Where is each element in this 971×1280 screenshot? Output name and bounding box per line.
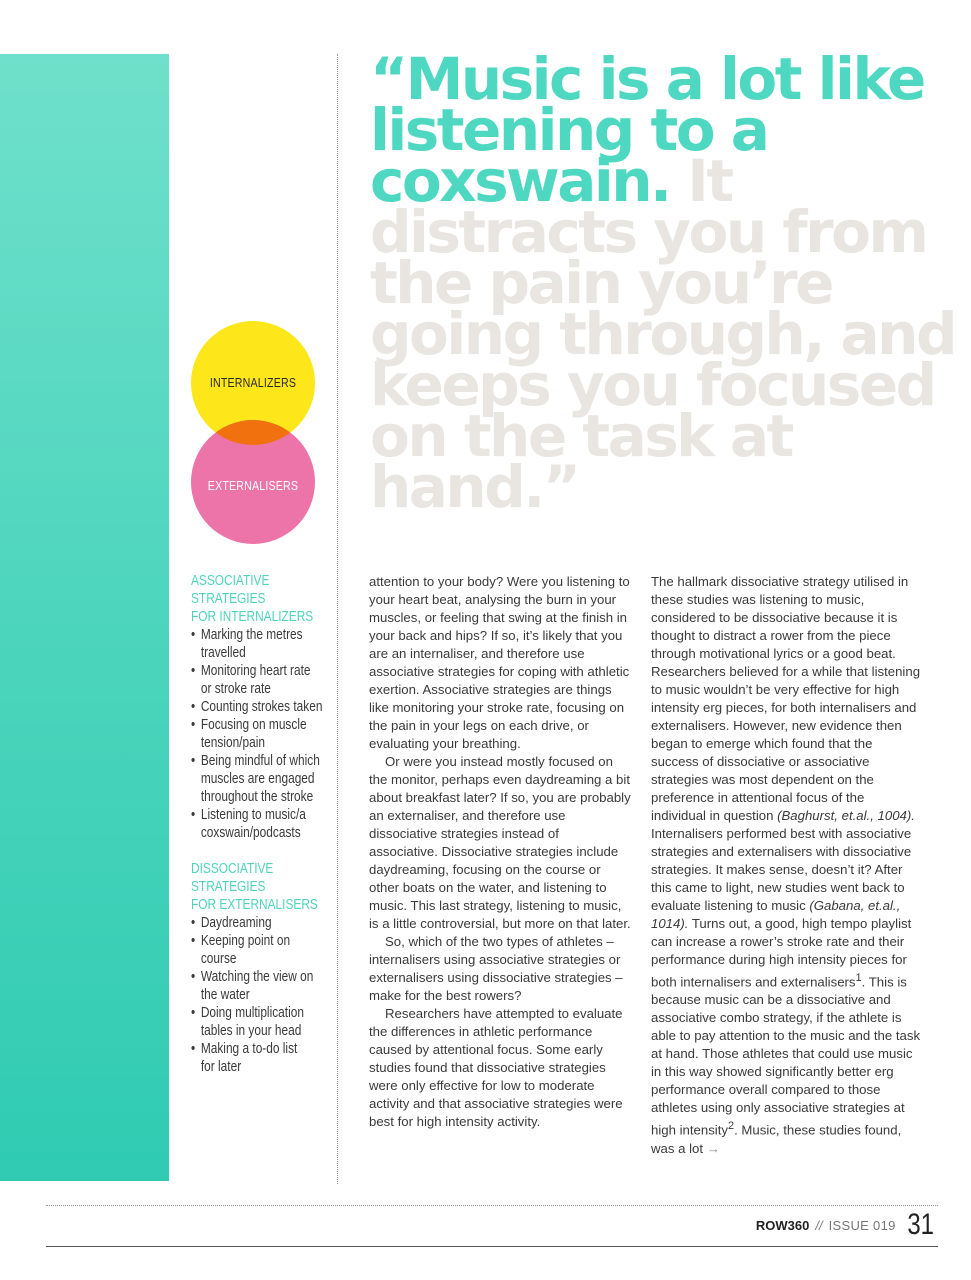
list-item-line: tension/pain: [200, 735, 265, 751]
teal-side-bar: [0, 54, 169, 1181]
list-item-line: Focusing on muscle: [200, 717, 307, 733]
citation: (Baghurst, et.al., 1004).: [777, 808, 915, 823]
list-item-line: Watching the view on: [200, 969, 314, 985]
citation: (Gabana, et.al., 1014).: [651, 898, 901, 931]
venn-diagram: [190, 320, 316, 546]
continue-arrow-icon: →: [706, 1140, 720, 1156]
footer-separator: //: [815, 1217, 823, 1233]
body-column-2: [651, 573, 921, 1158]
internalizers-label: INTERNALIZERS: [209, 375, 297, 390]
list-item: [191, 716, 340, 752]
page-number: 31: [906, 1208, 934, 1241]
list-item-line: tables in your head: [200, 1023, 302, 1039]
body-paragraph: Or were you instead mostly focused on the monitor, perhaps even daydreaming a bit about breakfast later? If so, you are probably an externaliser, and therefore use dissociative strategies instead of associative. Dissociative strategies include daydreaming, focusing on the course or other boats on the water, and listening to music. This last strategy, listening to music, is a little controversial, but more on that later.: [369, 754, 631, 931]
body-text: The hallmark dissociative strategy utilised in these studies was listening to music, considered to be dissociative because it is thought to distract a rower from the piece through motivational lyrics or a good beat. Researchers believed for a while that listening to music wouldn’t be very effective for high intensity erg pieces, for both internalisers and externalisers. However, new evidence then began to emerge which found that the success of dissociative or associative strategies was most dependent on the preference in attentional focus of the individual in question: [651, 574, 921, 823]
list-item: [191, 752, 340, 806]
list-item-line: for later: [200, 1059, 242, 1075]
list-item-line: Doing multiplication: [200, 1005, 304, 1021]
sidebar-spacer: [191, 842, 341, 860]
list-item: [191, 1040, 340, 1076]
footnote-ref: 2: [727, 1120, 735, 1133]
list-item-line: Making a to-do list: [200, 1041, 298, 1057]
list-item-line: coxswain/podcasts: [200, 825, 301, 841]
body-paragraph: So, which of the two types of athletes – internalisers using associative strategies or externalisers using dissociative strategies – make for the best rowers?: [369, 934, 623, 1003]
list-item-line: Keeping point on: [200, 933, 291, 949]
list-item-line: Listening to music/a: [200, 807, 306, 823]
dissociative-list: [191, 914, 341, 1076]
footnote-ref: 1: [855, 972, 862, 984]
associative-heading-line2: FOR INTERNALIZERS: [191, 609, 314, 625]
body-paragraph: [651, 573, 921, 1158]
list-item: [191, 914, 340, 932]
pull-quote-accent: “Music is a lot like listening to a coxswain.: [370, 45, 924, 215]
pull-quote-rest: It distracts you from the pain you’re going through, and keeps you focused on the task at hand.”: [370, 147, 955, 521]
body-paragraph: attention to your body? Were you listening to your heart beat, analysing the burn in your muscles, or feeling that swing at the finish in your back and hips? If so, it’s likely that you are an internaliser, and therefore use associative strategies for coping with athletic exertion. Associative strategies are things like monitoring your stroke rate, focusing on the pain in your legs on each drive, or evaluating your breathing.: [369, 574, 630, 751]
list-item-line: or stroke rate: [200, 681, 271, 697]
list-item: [191, 932, 340, 968]
list-item-line: Monitoring heart rate: [200, 663, 311, 679]
body-text: Internalisers performed best with associative strategies and externalisers with dissociative strategies. It makes sense, doesn’t it? After this came to light, new studies went back to evaluate listening to music: [651, 826, 912, 913]
associative-list: [191, 626, 341, 842]
magazine-brand: ROW360: [755, 1217, 810, 1233]
body-text: Turns out, a good, high tempo playlist can increase a rower’s stroke rate and their performance during high intensity pieces for both internalisers and externalisers: [651, 916, 912, 990]
body-text: . Music, these studies found, was a lot: [651, 1122, 902, 1156]
body-column-1: [369, 573, 631, 1131]
list-item-line: Being mindful of which: [200, 753, 320, 769]
issue-number: ISSUE 019: [828, 1217, 896, 1233]
list-item: [191, 662, 340, 698]
associative-heading-line1: ASSOCIATIVE STRATEGIES: [191, 573, 270, 607]
dissociative-heading-line2: FOR EXTERNALISERS: [191, 897, 318, 913]
strategies-sidebar: [191, 572, 341, 1076]
list-item-line: Counting strokes taken: [200, 699, 323, 715]
dissociative-heading: [191, 860, 330, 914]
footer-rule: [46, 1246, 938, 1247]
list-item: [191, 968, 340, 1004]
list-item-line: travelled: [200, 645, 246, 661]
externalisers-label: EXTERNALISERS: [207, 478, 299, 493]
venn-circles: [190, 320, 316, 546]
list-item-line: Marking the metres: [200, 627, 303, 643]
list-item-line: the water: [200, 987, 250, 1003]
list-item: [191, 698, 340, 716]
dissociative-heading-line1: DISSOCIATIVE STRATEGIES: [191, 861, 274, 895]
list-item-line: course: [200, 951, 237, 967]
page-footer: [756, 1205, 937, 1245]
body-paragraph: Researchers have attempted to evaluate the differences in athletic performance caused by attentional focus. Some early studies found that dissociative strategies were only effective for low to moderate activity and that associative strategies were best for high intensity activity.: [369, 1006, 623, 1129]
associative-heading: [191, 572, 330, 626]
pull-quote: [370, 45, 960, 521]
list-item-line: muscles are engaged: [200, 771, 315, 787]
list-item-line: throughout the stroke: [200, 789, 314, 805]
list-item: [191, 1004, 340, 1040]
list-item: [191, 806, 340, 842]
list-item: [191, 626, 340, 662]
body-text: . This is because music can be a dissociative and associative combo strategy, if the athlete is able to pay attention to the music and the task at hand. Those athletes that could use music in this way showed significantly better erg performance overall compared to those athletes using only associative strategies at high intensity: [651, 974, 921, 1138]
list-item-line: Daydreaming: [200, 915, 272, 931]
